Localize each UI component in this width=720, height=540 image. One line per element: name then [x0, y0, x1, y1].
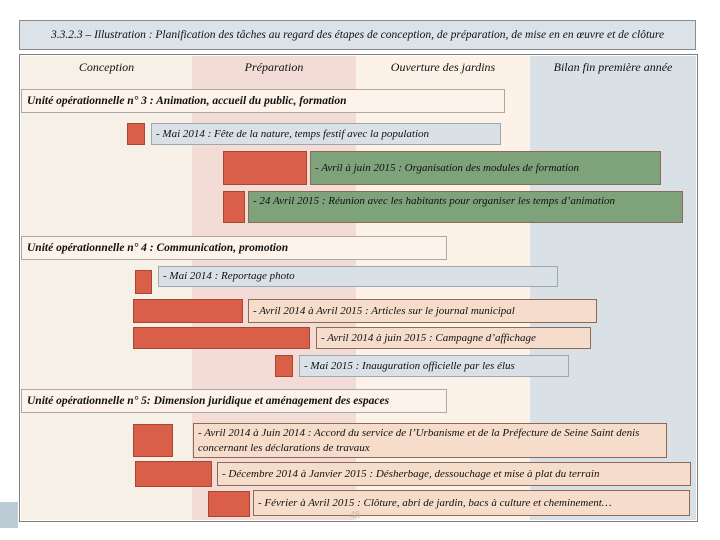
- gantt-bar: [275, 355, 293, 377]
- page-title: 3.3.2.3 – Illustration : Planification des tâches au regard des étapes de conception, de préparation, de mise en en œuvre et de clôture: [19, 20, 696, 50]
- gantt-bar: [223, 191, 245, 223]
- gantt-bar: [223, 151, 307, 185]
- task-label: - Avril à juin 2015 : Organisation des modules de formation: [310, 151, 661, 185]
- unit-header-5: Unité opérationnelle n° 5: Dimension juridique et aménagement des espaces: [21, 389, 447, 413]
- column-header-conception: Conception: [78, 60, 135, 74]
- task-label: - Mai 2014 : Reportage photo: [158, 266, 558, 287]
- column-header-preparation: Préparation: [244, 60, 304, 74]
- task-label: - Mai 2014 : Fête de la nature, temps festif avec la population: [151, 123, 501, 145]
- gantt-bar: [133, 299, 243, 323]
- column-header-ouverture: Ouverture des jardins: [390, 60, 496, 74]
- task-label: - Mai 2015 : Inauguration officielle par les élus: [299, 355, 569, 377]
- unit-header-3: Unité opérationnelle n° 3 : Animation, accueil du public, formation: [21, 89, 505, 113]
- task-label: - 24 Avril 2015 : Réunion avec les habitants pour organiser les temps d’animation: [248, 191, 683, 223]
- gantt-bar: [133, 327, 310, 349]
- column-header-bilan: Bilan fin première année: [553, 60, 673, 74]
- task-label: - Avril 2014 à juin 2015 : Campagne d’affichage: [316, 327, 591, 349]
- slide-corner-decoration: [0, 502, 18, 528]
- task-label: - Avril 2014 à Avril 2015 : Articles sur le journal municipal: [248, 299, 597, 323]
- gantt-bar: [135, 270, 152, 294]
- gantt-bar: [127, 123, 145, 145]
- gantt-bar: [133, 424, 173, 457]
- page-number: 48: [350, 510, 360, 521]
- gantt-bar: [208, 491, 250, 517]
- task-label: - Février à Avril 2015 : Clôture, abri de jardin, bacs à culture et cheminement…: [253, 490, 690, 516]
- unit-header-4: Unité opérationnelle n° 4 : Communication, promotion: [21, 236, 447, 260]
- task-label: - Décembre 2014 à Janvier 2015 : Désherbage, dessouchage et mise à plat du terrain: [217, 462, 691, 486]
- gantt-bar: [135, 461, 212, 487]
- task-label: - Avril 2014 à Juin 2014 : Accord du service de l’Urbanisme et de la Préfecture de Seine Saint denis concernant les déclarations de travaux: [193, 423, 667, 458]
